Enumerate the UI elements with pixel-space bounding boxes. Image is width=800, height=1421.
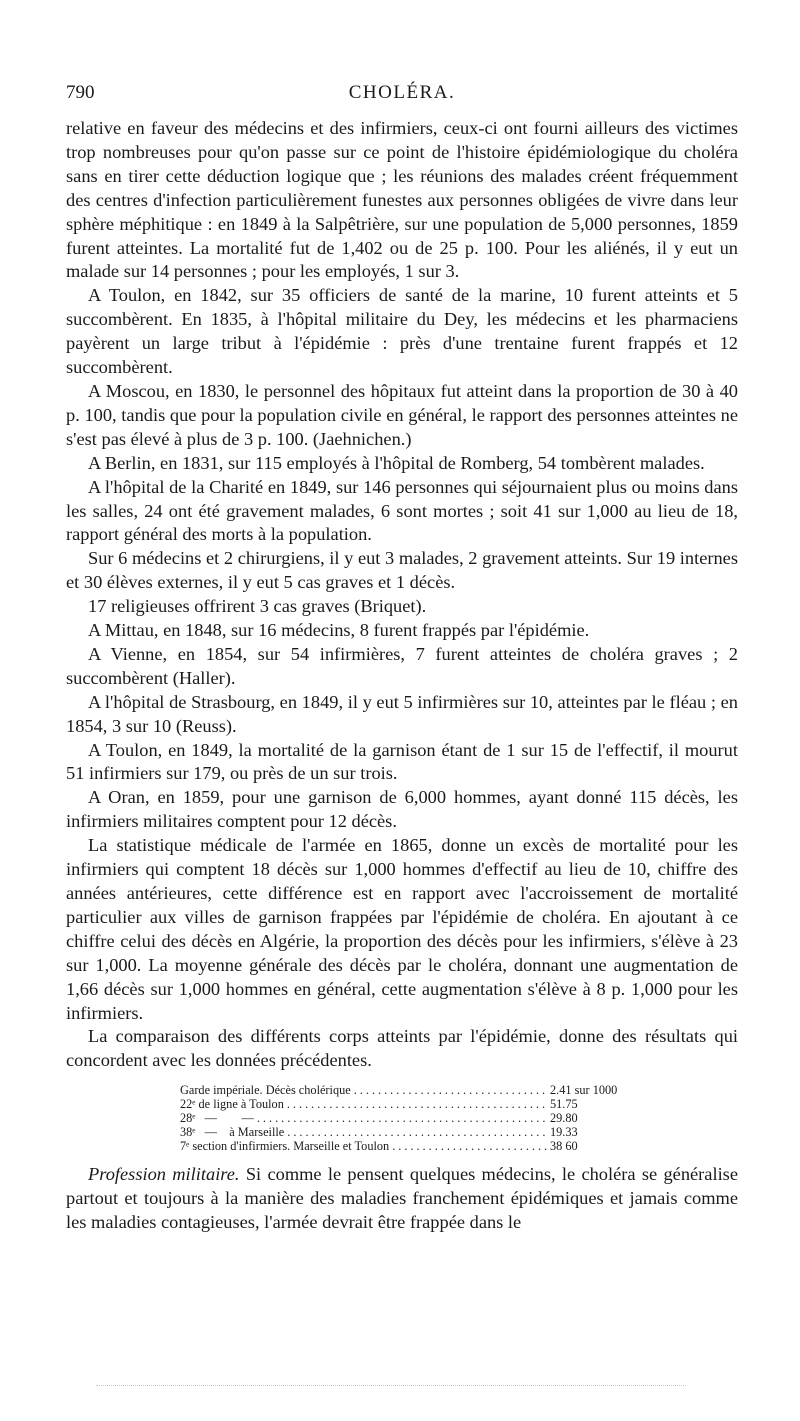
mortality-table [180,1083,640,1153]
paragraph: A Vienne, en 1854, sur 54 infirmières, 7 furent atteintes de choléra graves ; 2 succombèrent (Haller). [66,643,738,688]
page-body [66,117,738,1235]
table-row-value: 38 60 [550,1139,578,1154]
paragraph: A Moscou, en 1830, le personnel des hôpitaux fut atteint dans la proportion de 30 à 40 p. 100, tandis que pour la population civile en général, le rapport des personnes atteintes ne s'est pas élevé à plus de 3 p. 100. (Jaehnichen.) [66,380,738,449]
table-row-label: 28ᵉ — — [180,1111,254,1126]
table-row-label: 7ᵉ section d'infirmiers. Marseille et Toulon [180,1139,390,1154]
paragraph: A Mittau, en 1848, sur 16 médecins, 8 furent frappés par l'épidémie. [88,620,590,641]
table-row [180,1111,640,1125]
table-row-value: 51.75 [550,1097,578,1112]
paragraph: A Toulon, en 1849, la mortalité de la garnison étant de 1 sur 15 de l'effectif, il mourut 51 infirmiers sur 179, ou près de un sur trois. [66,739,738,784]
table-row-label: 38ᵉ — à Marseille [180,1125,285,1140]
paragraph: Sur 6 médecins et 2 chirurgiens, il y eut 3 malades, 2 gravement atteints. Sur 19 internes et 30 élèves externes, il y eut 5 cas graves et 1 décès. [66,548,738,593]
table-row-label: Garde impériale. Décès cholérique [180,1083,351,1098]
page-number: 790 [66,82,95,103]
leader-dots [354,1083,547,1097]
table-row [180,1139,640,1153]
paragraph-text: Si comme le pensent quelques médecins, le choléra se généralise partout et toujours à la manière des maladies franchement épidémiques et jamais comme les maladies contagieuses, l'armée devrait être frappée dans le [66,1164,738,1233]
table-row-value: 29.80 [550,1111,578,1126]
paragraph: La statistique médicale de l'armée en 1865, donne un excès de mortalité pour les infirmiers qui comptent 18 décès sur 1,000 hommes d'effectif au lieu de 10, chiffre des années antérieures, cette différence est en rapport avec l'accroissement de mortalité particulier aux villes de garnison frappées par l'épidémie de choléra. En ajoutant à ce chiffre celui des décès en Algérie, la proportion des décès pour les infirmiers, s'élève à 23 sur 1,000. La moyenne générale des décès par le choléra, donnant une augmentation de 1,66 décès sur 1,000 hommes en général, cette augmentation s'élève à 8 p. 1,000 pour les infirmiers. [66,835,738,1023]
leader-dots [392,1139,547,1153]
table-row-value: 2.41 sur 1000 [550,1083,618,1098]
paragraph: A Berlin, en 1831, sur 115 employés à l'hôpital de Romberg, 54 tombèrent malades. [88,452,705,473]
section-heading: Profession militaire. [88,1164,240,1185]
leader-dots [257,1111,547,1125]
paragraph: A l'hôpital de la Charité en 1849, sur 146 personnes qui séjournaient plus ou moins dans les salles, 24 ont été gravement malades, 6 sont mortes ; soit 41 sur 1,000 au lieu de 18, rapport général des morts à la population. [66,476,738,545]
paragraph: A l'hôpital de Strasbourg, en 1849, il y eut 5 infirmières sur 10, atteintes par le fléau ; en 1854, 3 sur 10 (Reuss). [66,691,738,736]
paragraph-militaire [66,1163,738,1235]
paragraph: A Oran, en 1859, pour une garnison de 6,000 hommes, ayant donné 115 décès, les infirmiers militaires comptent pour 12 décès. [66,787,738,832]
paragraph: A Toulon, en 1842, sur 35 officiers de santé de la marine, 10 furent atteints et 5 succombèrent. En 1835, à l'hôpital militaire du Dey, les médecins et les pharmaciens payèrent un large tribut à l'épidémie : près d'une trentaine furent frappés et 12 succombèrent. [66,285,738,378]
running-title: CHOLÉRA. [348,82,456,103]
paragraph: 17 religieuses offrirent 3 cas graves (Briquet). [88,596,427,617]
paragraph: relative en faveur des médecins et des infirmiers, ceux-ci ont fourni ailleurs des victimes trop nombreuses pour qu'on passe sur ce point de l'histoire épidémiologique du choléra sans en tirer cette déduction logique que ; les réunions des malades créent fréquemment des centres d'infection particulièrement funestes aux personnes obligées de vivre dans leur sphère méphitique : en 1849 à la Salpêtrière, sur une population de 5,000 personnes, 1859 furent atteintes. La mortalité fut de 1,402 ou de 25 p. 100. Pour les aliénés, il y eut un malade sur 14 personnes ; pour les employés, 1 sur 3. [66,118,738,282]
table-row-label: 22ᵉ de ligne à Toulon [180,1097,284,1112]
table-row [180,1097,640,1111]
leader-dots [287,1125,547,1139]
table-row [180,1125,640,1139]
paragraph: La comparaison des différents corps atteints par l'épidémie, donne des résultats qui concordent avec les données précédentes. [66,1026,738,1071]
table-row-value: 19.33 [550,1125,578,1140]
page-bottom-marks [96,1385,686,1387]
table-row [180,1083,640,1097]
page-header [66,82,738,110]
leader-dots [287,1097,547,1111]
